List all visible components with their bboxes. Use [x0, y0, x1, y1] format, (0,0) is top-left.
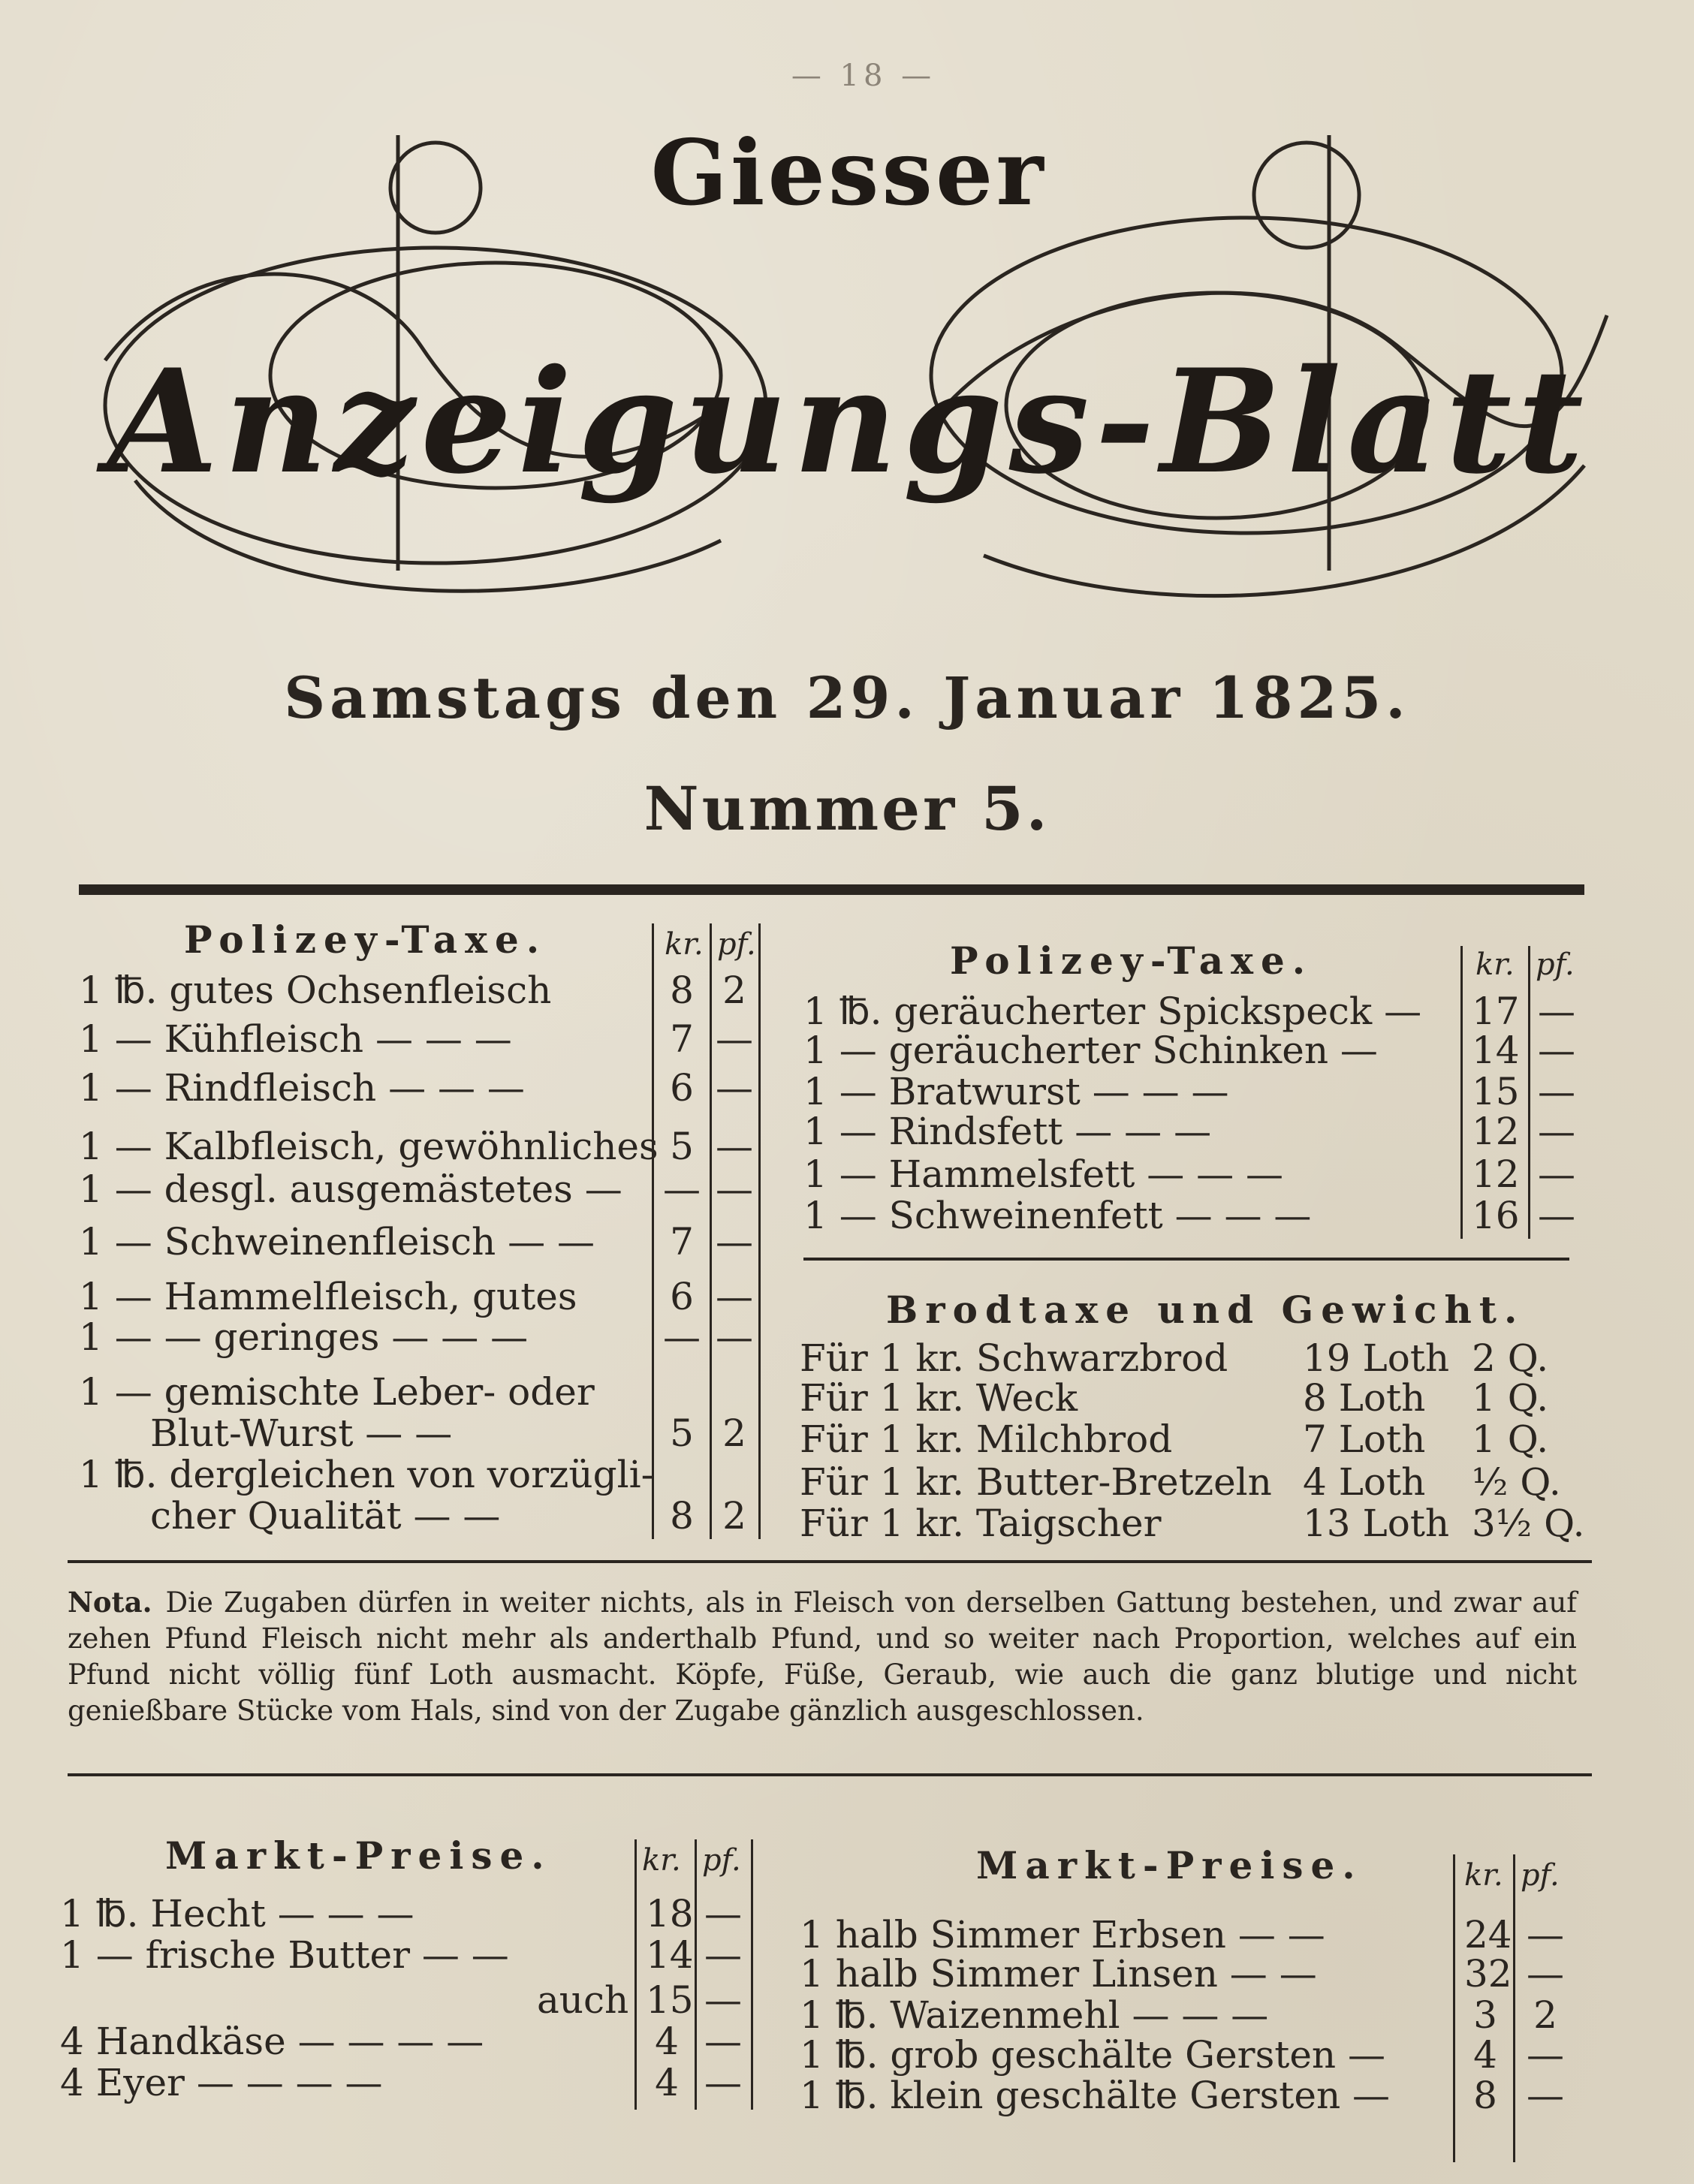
polizey-right-row-6: 1 — Schweinenfett — — —: [803, 1194, 1312, 1237]
markt-right-row-5: 1 ℔. klein geschälte Gersten —: [800, 2074, 1391, 2117]
polizey-right-row-1: 1 ℔. geräucherter Spickspeck —: [803, 990, 1422, 1033]
polizey-left-row-1: 1 ℔. gutes Ochsenfleisch: [79, 968, 552, 1012]
brodtaxe-row-4: Für 1 kr. Butter-Bretzeln: [800, 1460, 1272, 1504]
pf-value: —: [1527, 1952, 1564, 1996]
polizey-left-col-kr: kr.: [665, 927, 704, 962]
markt-left-row-5: 4 Eyer — — — —: [60, 2061, 383, 2104]
pf-value: —: [704, 2061, 742, 2104]
nota-text: Die Zugaben dürfen in weiter nichts, als in Fleisch von derselben Gattung bestehen, und zwar auf zehen Pfund Fleisch nicht mehr als anderthalb Pfund, und so weiter nach Proportion, welches auf ein Pfund nicht völlig fünf Loth ausmacht. Köpfe, Füße, Geraub, wie auch die ganz blutige und nicht genießbare Stücke vom Hals, sind von der Zugabe gänzlich ausgeschlossen.: [68, 1586, 1577, 1727]
kr-value: 4: [655, 2020, 679, 2063]
markt-left-divider-2: [695, 1839, 697, 2110]
brodtaxe-quentchen: 2 Q.: [1472, 1336, 1549, 1380]
brodtaxe-row-5: Für 1 kr. Taigscher: [800, 1502, 1162, 1545]
pf-value: —: [1527, 1913, 1564, 1957]
kr-value: 7: [670, 1220, 694, 1264]
kr-value: 12: [1472, 1110, 1520, 1153]
markt-right-col-kr: kr.: [1464, 1858, 1503, 1893]
pf-value: —: [1538, 1152, 1575, 1196]
masthead-main-word: Anzeigungs-Blatt: [107, 338, 1590, 505]
brodtaxe-title: Brodtaxe und Gewicht.: [886, 1288, 1525, 1332]
markt-left-divider-1: [634, 1839, 637, 2110]
polizey-left-title: Polizey-Taxe.: [184, 917, 547, 962]
kr-value: 3: [1473, 1993, 1497, 2037]
pf-value: —: [1538, 1070, 1575, 1113]
polizey-right-row-5: 1 — Hammelsfett — — —: [803, 1152, 1284, 1196]
markt-left-row-2: 1 — frische Butter — —: [60, 1933, 509, 1977]
nota-label: Nota.: [68, 1586, 152, 1619]
masthead: [45, 90, 1652, 631]
pf-value: —: [716, 1125, 753, 1168]
kr-value: 7: [670, 1017, 694, 1061]
kr-value: 6: [670, 1275, 694, 1318]
brodtaxe-quentchen: 1 Q.: [1472, 1376, 1549, 1420]
polizey-left-divider-3: [758, 923, 761, 1539]
brodtaxe-row-1: Für 1 kr. Schwarzbrod: [800, 1336, 1228, 1380]
markt-right-divider-1: [1453, 1854, 1455, 2162]
kr-value: 8: [670, 968, 694, 1012]
markt-right-row-4: 1 ℔. grob geschälte Gersten —: [800, 2033, 1386, 2077]
brodtaxe-loth: 4 Loth: [1303, 1460, 1426, 1504]
polizey-right-title: Polizey-Taxe.: [950, 938, 1313, 983]
pf-value: —: [704, 1933, 742, 1977]
kr-value: 15: [1472, 1070, 1520, 1113]
polizey-right-divider-1: [1460, 946, 1463, 1239]
pf-value: —: [704, 1892, 742, 1935]
polizey-left-row-4: 1 — Kalbfleisch, gewöhnliches: [79, 1125, 659, 1168]
kr-value: 16: [1472, 1194, 1520, 1237]
kr-value: —: [663, 1167, 701, 1211]
markt-left-col-pf: pf.: [702, 1843, 741, 1878]
markt-right-divider-2: [1513, 1854, 1515, 2162]
kr-value: 14: [646, 1933, 694, 1977]
polizey-left-row-8: 1 — — geringes — — —: [79, 1315, 529, 1359]
kr-value: 5: [670, 1125, 694, 1168]
issue-number: Nummer 5.: [644, 773, 1050, 844]
pf-value: —: [1538, 1110, 1575, 1153]
markt-right-title: Markt-Preise.: [976, 1843, 1363, 1887]
kr-value: 4: [655, 2061, 679, 2104]
polizey-left-row-12: cher Qualität — —: [150, 1494, 501, 1538]
pf-value: 2: [722, 968, 746, 1012]
pf-value: 2: [1533, 1993, 1557, 2037]
markt-left-row-1: 1 ℔. Hecht — — —: [60, 1892, 414, 1935]
dateline: Samstags den 29. Januar 1825.: [284, 664, 1410, 731]
kr-value: 6: [670, 1066, 694, 1110]
header-rule: [79, 884, 1584, 895]
markt-left-divider-3: [751, 1839, 753, 2110]
page-number: — 18 —: [791, 59, 936, 93]
markt-left-row-3: auch: [537, 1978, 629, 2022]
kr-value: 17: [1472, 990, 1520, 1033]
markt-left-col-kr: kr.: [642, 1843, 681, 1878]
polizey-left-row-2: 1 — Kühfleisch — — —: [79, 1017, 512, 1061]
kr-value: 32: [1464, 1952, 1512, 1996]
polizey-right-col-pf: pf.: [1536, 947, 1575, 982]
kr-value: 15: [646, 1978, 694, 2022]
polizey-left-row-11: 1 ℔. dergleichen von vorzügli-: [79, 1453, 654, 1496]
polizey-right-row-2: 1 — geräucherter Schinken —: [803, 1029, 1378, 1072]
markt-right-row-3: 1 ℔. Waizenmehl — — —: [800, 1993, 1269, 2037]
polizey-left-row-5: 1 — desgl. ausgemästetes —: [79, 1167, 622, 1211]
kr-value: 24: [1464, 1913, 1512, 1957]
nota-top-rule: [68, 1560, 1592, 1563]
masthead-top-word: Giesser: [650, 120, 1047, 226]
pf-value: 2: [722, 1494, 746, 1538]
nota-paragraph: [68, 1584, 1577, 1729]
polizey-left-col-pf: pf.: [717, 927, 756, 962]
brodtaxe-quentchen: ½ Q.: [1472, 1460, 1561, 1504]
kr-value: 5: [670, 1411, 694, 1455]
polizey-right-row-4: 1 — Rindsfett — — —: [803, 1110, 1212, 1153]
pf-value: —: [716, 1017, 753, 1061]
polizey-left-row-3: 1 — Rindfleisch — — —: [79, 1066, 525, 1110]
kr-value: 14: [1472, 1029, 1520, 1072]
brodtaxe-quentchen: 1 Q.: [1472, 1417, 1549, 1461]
polizey-right-col-kr: kr.: [1475, 947, 1515, 982]
pf-value: 2: [722, 1411, 746, 1455]
polizey-left-row-6: 1 — Schweinenfleisch — —: [79, 1220, 595, 1264]
markt-right-row-2: 1 halb Simmer Linsen — —: [800, 1952, 1317, 1996]
pf-value: —: [1527, 2074, 1564, 2117]
pf-value: —: [716, 1167, 753, 1211]
brodtaxe-loth: 8 Loth: [1303, 1376, 1426, 1420]
kr-value: 8: [1473, 2074, 1497, 2117]
kr-value: 18: [646, 1892, 694, 1935]
kr-value: 8: [670, 1494, 694, 1538]
pf-value: —: [704, 2020, 742, 2063]
polizey-left-row-7: 1 — Hammelfleisch, gutes: [79, 1275, 577, 1318]
brodtaxe-row-3: Für 1 kr. Milchbrod: [800, 1417, 1173, 1461]
pf-value: —: [1538, 990, 1575, 1033]
brodtaxe-quentchen: 3½ Q.: [1472, 1502, 1585, 1545]
brodtaxe-row-2: Für 1 kr. Weck: [800, 1376, 1078, 1420]
polizey-left-row-10: Blut-Wurst — —: [150, 1411, 453, 1455]
brodtaxe-top-rule: [803, 1258, 1569, 1261]
polizey-right-row-3: 1 — Bratwurst — — —: [803, 1070, 1229, 1113]
pf-value: —: [716, 1066, 753, 1110]
brodtaxe-loth: 19 Loth: [1303, 1336, 1450, 1380]
polizey-left-divider-1: [652, 923, 654, 1539]
markt-left-title: Markt-Preise.: [165, 1833, 552, 1878]
pf-value: —: [716, 1275, 753, 1318]
markt-top-rule: [68, 1773, 1592, 1776]
markt-left-row-4: 4 Handkäse — — — —: [60, 2020, 484, 2063]
kr-value: —: [663, 1315, 701, 1359]
pf-value: —: [704, 1978, 742, 2022]
kr-value: 12: [1472, 1152, 1520, 1196]
polizey-left-divider-2: [710, 923, 712, 1539]
polizey-right-divider-2: [1528, 946, 1530, 1239]
pf-value: —: [716, 1220, 753, 1264]
pf-value: —: [1538, 1194, 1575, 1237]
brodtaxe-loth: 13 Loth: [1303, 1502, 1450, 1545]
markt-right-col-pf: pf.: [1521, 1858, 1560, 1893]
brodtaxe-loth: 7 Loth: [1303, 1417, 1426, 1461]
pf-value: —: [716, 1315, 753, 1359]
kr-value: 4: [1473, 2033, 1497, 2077]
pf-value: —: [1527, 2033, 1564, 2077]
markt-right-row-1: 1 halb Simmer Erbsen — —: [800, 1913, 1325, 1957]
polizey-left-row-9: 1 — gemischte Leber- oder: [79, 1370, 595, 1414]
pf-value: —: [1538, 1029, 1575, 1072]
